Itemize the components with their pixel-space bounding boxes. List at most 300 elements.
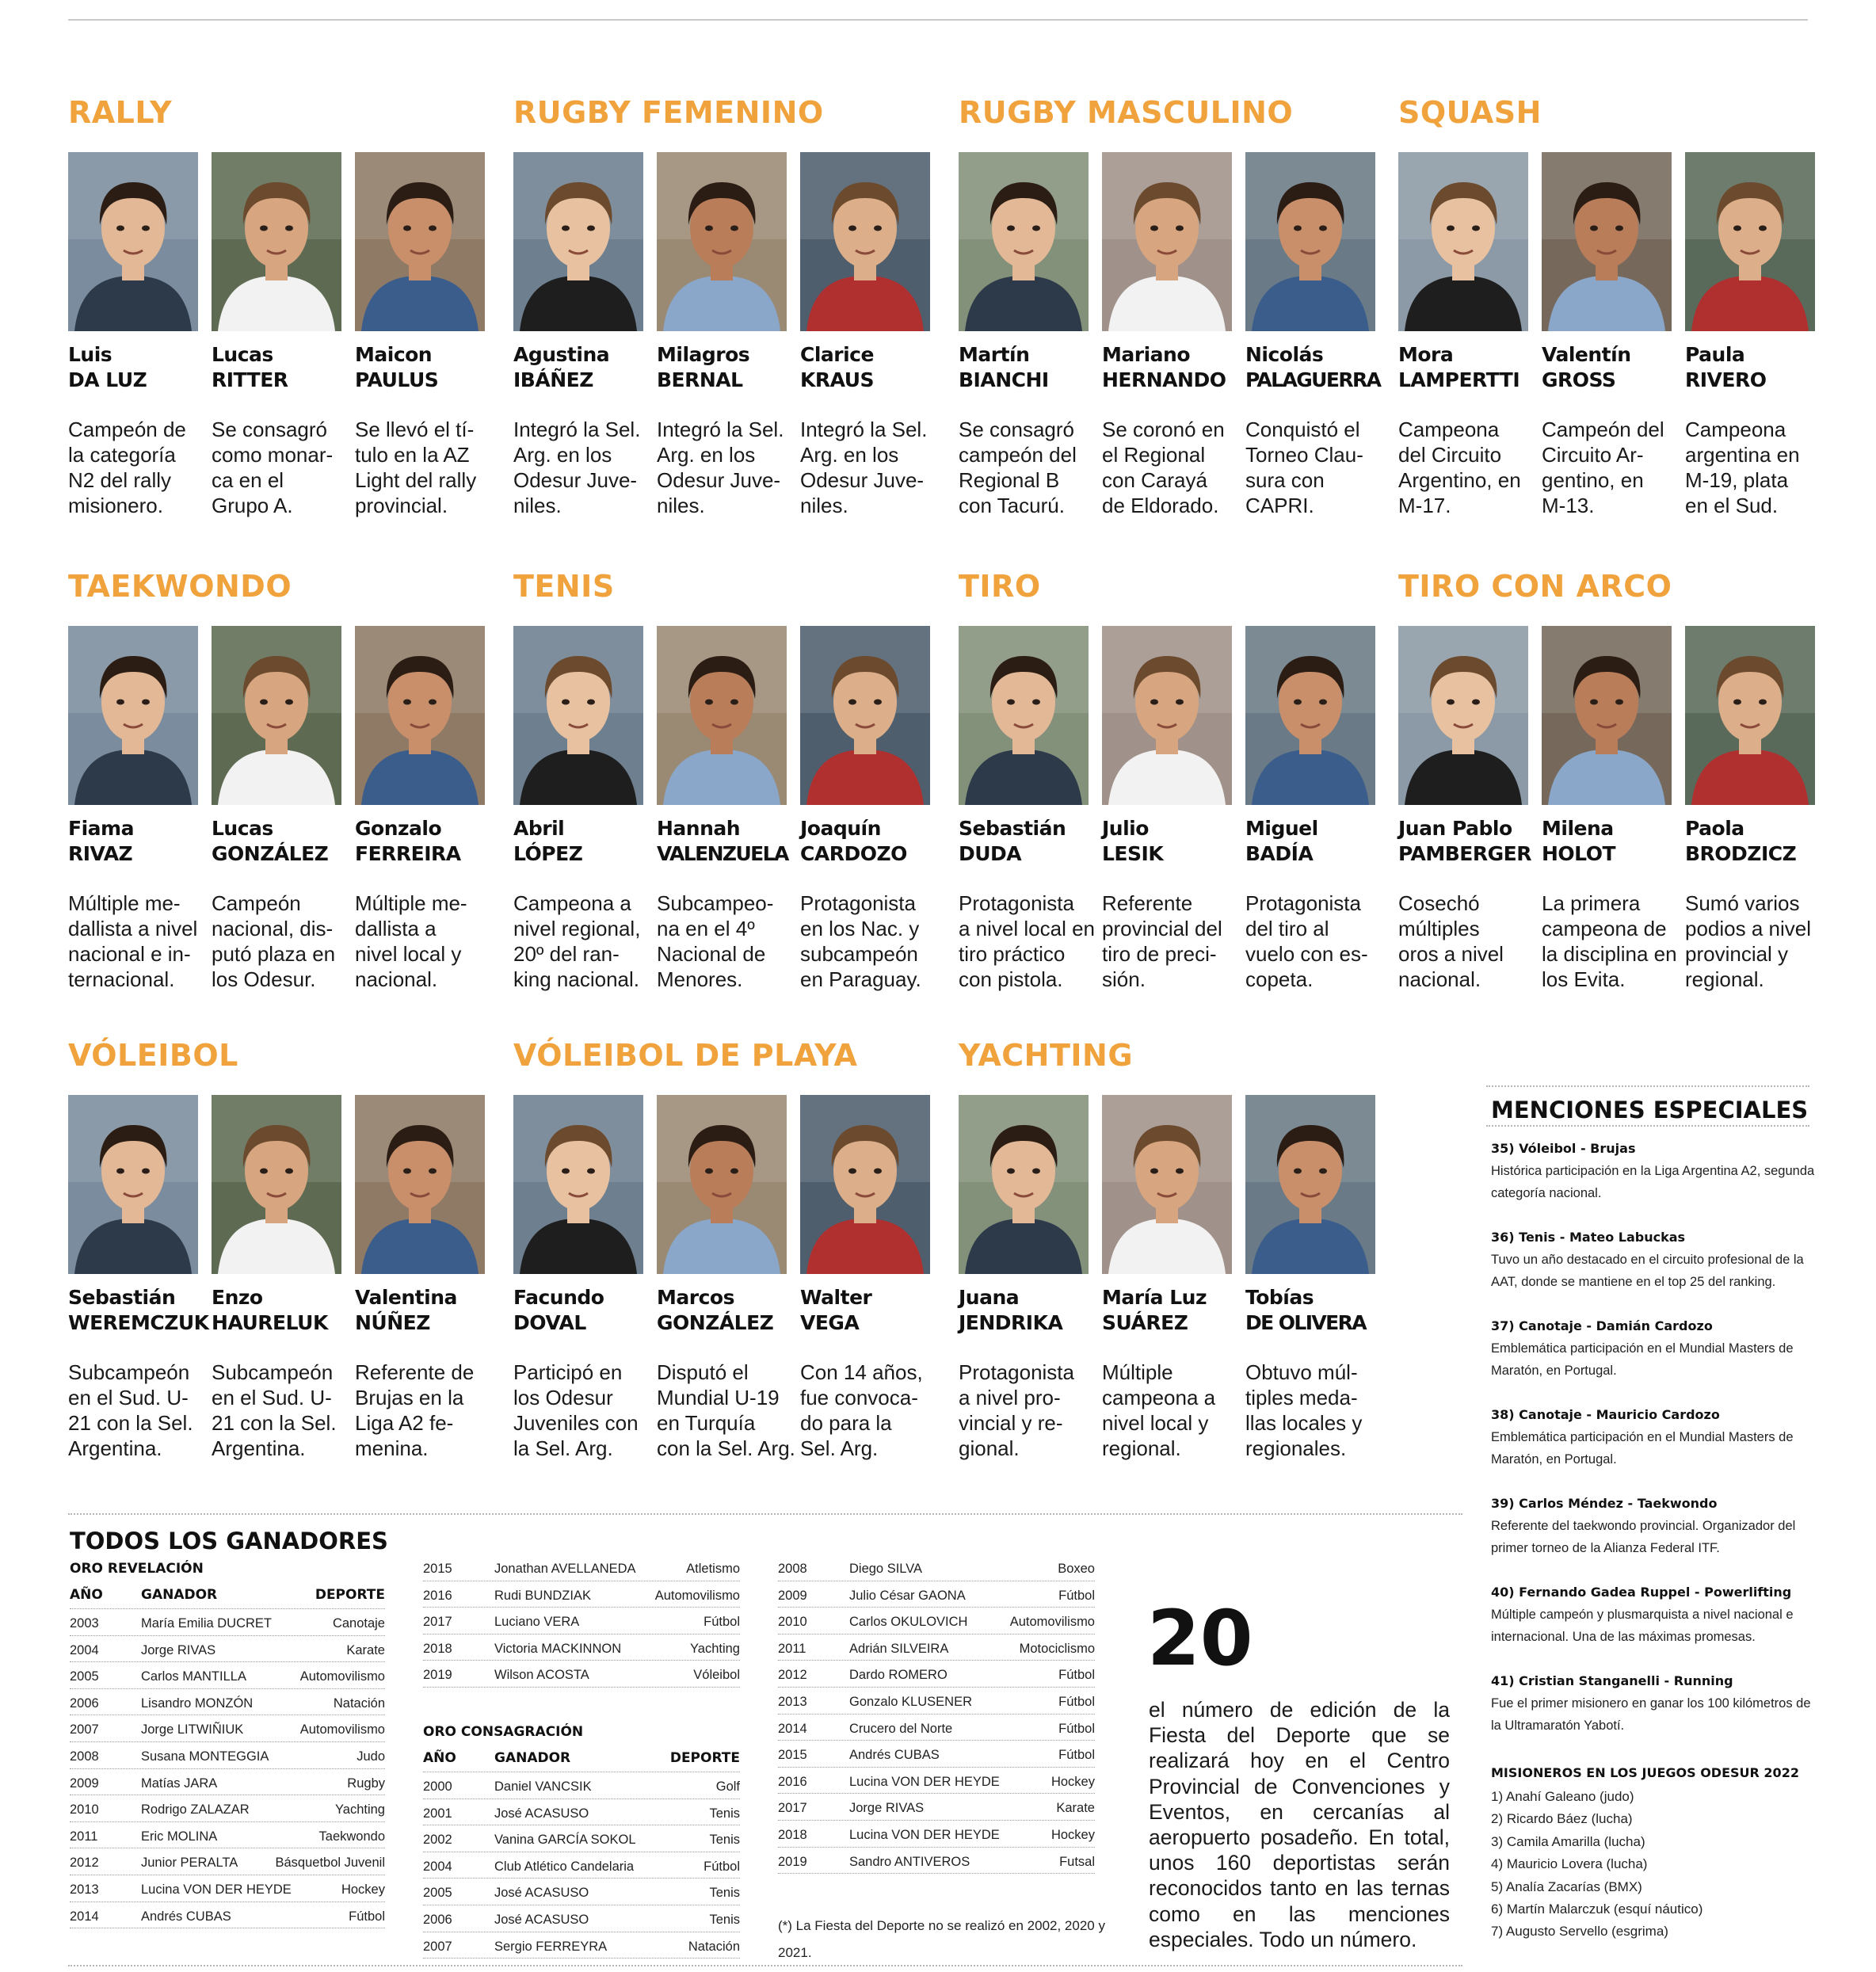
athlete-portrait <box>800 152 930 331</box>
misioneros-title: MISIONEROS EN LOS JUEGOS ODESUR 2022 <box>1491 1765 1799 1780</box>
athlete-last-name: LAMPERTTI <box>1398 368 1520 391</box>
athlete-card <box>1245 626 1375 992</box>
athlete-last-name: KRAUS <box>800 368 875 391</box>
mencion-title: 38) Canotaje - Mauricio Cardozo <box>1491 1407 1720 1422</box>
athlete-description: Conquistó el Torneo Clau- sura con CAPRI. <box>1245 418 1363 517</box>
winner-sport: Karate <box>1056 1801 1095 1816</box>
athlete-description: Obtuvo múl- tiples meda- llas locales y regionales. <box>1245 1360 1363 1460</box>
winner-year: 2005 <box>423 1886 452 1901</box>
athlete-portrait <box>959 626 1089 805</box>
section-title-voleibol: VÓLEIBOL <box>68 1038 238 1073</box>
winner-year: 2007 <box>423 1939 452 1954</box>
winner-row <box>423 1879 740 1905</box>
winner-name: Lisandro MONZÓN <box>141 1695 254 1711</box>
winner-year: 2010 <box>778 1615 807 1630</box>
athlete-card <box>657 626 787 992</box>
athlete-description: Campeona a nivel regional, 20º del ran- king nacional. <box>513 891 641 991</box>
winner-year: 2018 <box>778 1827 807 1842</box>
winner-name: Julio César GAONA <box>849 1588 966 1603</box>
athlete-card <box>959 1095 1089 1461</box>
athlete-first-name: Sebastián <box>68 1286 176 1309</box>
athlete-photo <box>1398 626 1528 805</box>
athlete-card <box>355 626 485 992</box>
winner-name: Lucina VON DER HEYDE <box>849 1827 1000 1842</box>
athlete-portrait <box>68 626 198 805</box>
winner-year: 2019 <box>778 1854 807 1869</box>
mencion-title: 36) Tenis - Mateo Labuckas <box>1491 1230 1686 1245</box>
mencion-description: Referente del taekwondo provincial. Organizador del primer torneo de la Alianza Federal ITF. <box>1491 1519 1796 1555</box>
winner-row <box>70 1636 385 1663</box>
athlete-portrait <box>1102 626 1232 805</box>
mencion-title: 40) Fernando Gadea Ruppel - Powerlifting <box>1491 1585 1792 1600</box>
winners-header-cell: AÑO <box>70 1587 103 1603</box>
misionero-item: 6) Martín Malarczuk (esquí náutico) <box>1491 1901 1703 1917</box>
athlete-first-name: Martín <box>959 343 1030 366</box>
athlete-last-name: RITTER <box>212 368 288 391</box>
winner-sport: Futsal <box>1059 1854 1095 1869</box>
winner-row <box>70 1848 385 1875</box>
mencion-item <box>1491 1315 1816 1382</box>
athlete-card <box>1245 1095 1375 1461</box>
section-title-yachting: YACHTING <box>959 1038 1134 1073</box>
top-rule <box>68 19 1808 21</box>
athlete-first-name: Mariano <box>1102 343 1190 366</box>
athlete-photo <box>212 1095 341 1274</box>
athlete-last-name: DA LUZ <box>68 368 147 391</box>
athlete-portrait <box>68 1095 198 1274</box>
winner-row <box>778 1794 1095 1821</box>
winner-name: Jorge RIVAS <box>849 1801 925 1816</box>
athlete-first-name: Valentín <box>1542 343 1631 366</box>
athlete-first-name: Tobías <box>1245 1286 1314 1309</box>
athlete-last-name: HERNANDO <box>1102 368 1226 391</box>
athlete-portrait <box>355 626 485 805</box>
winner-row <box>423 1661 740 1688</box>
winner-sport: Rugby <box>347 1776 385 1791</box>
athlete-description: Subcampeón en el Sud. U- 21 con la Sel. Argentina. <box>68 1360 193 1460</box>
athlete-portrait <box>1398 152 1528 331</box>
footnote: (*) La Fiesta del Deporte no se realizó en 2002, 2020 y 2021. <box>778 1918 1105 1960</box>
winner-name: Carlos OKULOVICH <box>849 1615 968 1630</box>
mencion-item <box>1491 1581 1816 1648</box>
mencion-item <box>1491 1404 1816 1470</box>
winner-row <box>423 1581 740 1608</box>
section-title-rugby-masculino: RUGBY MASCULINO <box>959 95 1294 130</box>
misionero-item: 5) Analía Zacarías (BMX) <box>1491 1879 1642 1894</box>
athlete-card <box>68 1095 209 1461</box>
athlete-card <box>212 1095 341 1461</box>
athlete-photo <box>1102 152 1232 331</box>
winners-table-consagracion-cont <box>778 1554 1095 1874</box>
athlete-first-name: Abril <box>513 817 565 840</box>
athlete-card <box>1685 626 1815 992</box>
winner-year: 2012 <box>778 1668 807 1683</box>
athlete-first-name: Clarice <box>800 343 874 366</box>
winner-year: 2007 <box>70 1722 99 1737</box>
athlete-description: Se coronó en el Regional con Carayá de Eldorado. <box>1102 418 1225 517</box>
athlete-portrait <box>68 152 198 331</box>
athlete-photo <box>1245 1095 1375 1274</box>
winner-sport: Natación <box>333 1695 385 1711</box>
winner-name: Dardo ROMERO <box>849 1668 948 1683</box>
winner-name: Sergio FERREYRA <box>494 1939 608 1954</box>
winner-row <box>778 1741 1095 1768</box>
athlete-photo <box>1542 152 1672 331</box>
winners-rule <box>68 1513 1462 1515</box>
athlete-portrait <box>1245 626 1375 805</box>
winner-name: José ACASUSO <box>494 1912 589 1927</box>
winner-sport: Karate <box>346 1642 385 1657</box>
winner-year: 2017 <box>423 1615 452 1630</box>
section-title-voleibol-de-playa: VÓLEIBOL DE PLAYA <box>513 1038 858 1073</box>
athlete-portrait <box>513 626 643 805</box>
athlete-portrait <box>657 152 787 331</box>
winner-sport: Hockey <box>1050 1827 1095 1842</box>
athlete-photo <box>800 626 930 805</box>
bottom-rule <box>68 1965 1462 1966</box>
section-title-squash: SQUASH <box>1398 95 1542 130</box>
athlete-last-name: BRODZICZ <box>1685 842 1797 865</box>
athlete-first-name: Lucas <box>212 343 273 366</box>
athlete-photo <box>513 626 643 805</box>
athlete-first-name: Miguel <box>1245 817 1318 840</box>
athlete-photo <box>1542 626 1672 805</box>
athlete-first-name: Lucas <box>212 817 273 840</box>
winner-row <box>70 1795 385 1822</box>
athlete-first-name: Nicolás <box>1245 343 1324 366</box>
athlete-photo <box>1398 152 1528 331</box>
mencion-item <box>1491 1226 1816 1293</box>
athlete-last-name: PAULUS <box>355 368 439 391</box>
athlete-first-name: Valentina <box>355 1286 457 1309</box>
winner-year: 2009 <box>70 1776 99 1791</box>
athlete-first-name: Enzo <box>212 1286 263 1309</box>
athlete-description: La primera campeona de la disciplina en los Evita. <box>1542 891 1677 991</box>
winner-name: Jonathan AVELLANEDA <box>494 1562 636 1576</box>
winner-sport: Fútbol <box>704 1615 740 1630</box>
athlete-first-name: María Luz <box>1102 1286 1207 1309</box>
winner-name: Rodrigo ZALAZAR <box>141 1802 250 1818</box>
winners-table-consagracion <box>423 1745 740 1959</box>
winner-year: 2005 <box>70 1669 99 1684</box>
athlete-photo <box>1102 626 1232 805</box>
athlete-card <box>1102 152 1232 518</box>
winner-name: Crucero del Norte <box>849 1721 953 1736</box>
winner-year: 2002 <box>423 1833 452 1848</box>
winner-sport: Motociclismo <box>1019 1641 1095 1656</box>
section-title-tenis: TENIS <box>513 569 615 604</box>
winner-name: Diego SILVA <box>849 1562 923 1576</box>
athlete-card <box>513 1095 643 1461</box>
athlete-photo <box>657 152 787 331</box>
athlete-description: Subcampeón en el Sud. U- 21 con la Sel. Argentina. <box>212 1360 337 1460</box>
winner-year: 2010 <box>70 1802 99 1818</box>
winner-name: Susana MONTEGGIA <box>141 1749 269 1764</box>
winner-row <box>70 1662 385 1689</box>
athlete-description: Referente de Brujas en la Liga A2 fe- menina. <box>355 1360 475 1460</box>
athlete-last-name: NÚÑEZ <box>355 1311 430 1334</box>
winner-sport: Fútbol <box>1058 1668 1095 1683</box>
athlete-portrait <box>355 1095 485 1274</box>
athlete-photo <box>68 1095 198 1274</box>
winner-sport: Taekwondo <box>318 1829 385 1844</box>
athlete-photo <box>355 152 485 331</box>
winner-row <box>423 1634 740 1661</box>
athlete-photo <box>959 152 1089 331</box>
section-title-rally: RALLY <box>68 95 173 130</box>
winner-sport: Tenis <box>709 1912 740 1927</box>
athlete-portrait <box>1245 152 1375 331</box>
winner-sport: Natación <box>688 1939 740 1954</box>
athlete-card <box>800 152 930 518</box>
athlete-card <box>1102 1095 1232 1461</box>
winner-year: 2019 <box>423 1668 452 1683</box>
winner-row <box>70 1875 385 1902</box>
winner-sport: Básquetbol Juvenil <box>275 1856 385 1871</box>
winner-sport: Yachting <box>690 1641 740 1656</box>
winner-name: Junior PERALTA <box>141 1856 238 1871</box>
winner-row <box>423 1852 740 1879</box>
athlete-photo <box>513 1095 643 1274</box>
athlete-photo <box>1685 152 1815 331</box>
athlete-card <box>68 152 198 518</box>
athlete-description: Múltiple campeona a nivel local y regional. <box>1102 1360 1216 1460</box>
athlete-photo <box>800 1095 930 1274</box>
winner-name: Andrés CUBAS <box>141 1909 231 1924</box>
winner-sport: Golf <box>715 1779 740 1794</box>
athlete-portrait <box>959 1095 1089 1274</box>
athlete-card <box>513 152 643 518</box>
athlete-photo <box>959 626 1089 805</box>
revelacion-title: ORO REVELACIÓN <box>70 1561 204 1577</box>
athlete-description: Campeona argentina en M-19, plata en el Sud. <box>1685 418 1800 517</box>
mencion-description: Emblemática participación en el Mundial Masters de Maratón, en Portugal. <box>1491 1430 1794 1467</box>
consagracion-title: ORO CONSAGRACIÓN <box>423 1724 584 1740</box>
section-title-tiro: TIRO <box>959 569 1041 604</box>
athlete-portrait <box>1542 152 1672 331</box>
winner-row <box>70 1715 385 1742</box>
mencion-item <box>1491 1670 1816 1737</box>
athlete-photo <box>212 626 341 805</box>
athlete-photo <box>657 626 787 805</box>
winner-sport: Fútbol <box>349 1909 385 1924</box>
winner-name: Club Atlético Candelaria <box>494 1859 635 1874</box>
winner-name: Rudi BUNDZIAK <box>494 1588 591 1603</box>
athlete-first-name: Paula <box>1685 343 1745 366</box>
athlete-card <box>800 1095 930 1461</box>
winners-header <box>423 1745 740 1772</box>
athlete-description: Protagonista en los Nac. y subcampeón en Paraguay. <box>800 891 921 991</box>
athlete-description: Protagonista a nivel pro- vincial y re- gional. <box>959 1360 1074 1460</box>
athlete-card <box>355 152 485 518</box>
winner-name: José ACASUSO <box>494 1886 589 1901</box>
athlete-last-name: SUÁREZ <box>1102 1311 1188 1334</box>
mencion-item <box>1491 1138 1816 1204</box>
mencion-title: 35) Vóleibol - Brujas <box>1491 1141 1636 1156</box>
athlete-last-name: LÓPEZ <box>513 842 583 865</box>
winner-year: 2004 <box>423 1859 452 1874</box>
athlete-last-name: RIVAZ <box>68 842 133 865</box>
athlete-photo <box>212 152 341 331</box>
athlete-photo <box>68 152 198 331</box>
athlete-description: Referente provincial del tiro de preci- sión. <box>1102 891 1222 991</box>
athlete-photo <box>513 152 643 331</box>
athlete-photo <box>355 626 485 805</box>
misionero-item: 7) Augusto Servello (esgrima) <box>1491 1924 1668 1940</box>
winner-name: Wilson ACOSTA <box>494 1668 589 1683</box>
athlete-description: Campeón del Circuito Ar- gentino, en M-13. <box>1542 418 1664 517</box>
winner-row <box>423 1825 740 1852</box>
athlete-photo <box>657 1095 787 1274</box>
athlete-last-name: PALAGUERRA <box>1245 368 1381 391</box>
athlete-portrait <box>800 1095 930 1274</box>
athlete-portrait <box>959 152 1089 331</box>
winner-year: 2006 <box>423 1912 452 1927</box>
mencion-title: 39) Carlos Méndez - Taekwondo <box>1491 1496 1718 1511</box>
winner-sport: Tenis <box>709 1806 740 1821</box>
winners-header-cell: AÑO <box>423 1750 456 1766</box>
athlete-first-name: Hannah <box>657 817 741 840</box>
winner-year: 2017 <box>778 1801 807 1816</box>
athlete-description: Protagonista a nivel local en tiro práctico con pistola. <box>959 891 1095 991</box>
athlete-portrait <box>1685 626 1815 805</box>
winners-header-cell: DEPORTE <box>315 1587 385 1603</box>
winner-year: 2011 <box>70 1829 98 1844</box>
winner-sport: Judo <box>357 1749 385 1764</box>
winners-header-cell: DEPORTE <box>669 1750 740 1766</box>
winner-row <box>70 1769 385 1796</box>
winner-row <box>423 1799 740 1826</box>
mencion-title: 37) Canotaje - Damián Cardozo <box>1491 1318 1713 1333</box>
winner-year: 2013 <box>70 1882 99 1897</box>
winner-name: Gonzalo KLUSENER <box>849 1694 972 1709</box>
athlete-first-name: Milagros <box>657 343 750 366</box>
athlete-description: Participó en los Odesur Juveniles con la Sel. Arg. <box>513 1360 639 1460</box>
athlete-card <box>800 626 930 992</box>
athlete-last-name: RIVERO <box>1685 368 1767 391</box>
athlete-last-name: GONZÁLEZ <box>212 842 329 865</box>
winner-name: Jorge RIVAS <box>141 1642 216 1657</box>
athlete-first-name: Juana <box>959 1286 1020 1309</box>
athlete-card <box>68 626 198 992</box>
athlete-card <box>513 626 643 992</box>
winner-row <box>423 1772 740 1799</box>
winner-sport: Fútbol <box>1058 1694 1095 1709</box>
athlete-description: Campeón nacional, dis- putó plaza en los Odesur. <box>212 891 336 991</box>
winner-sport: Canotaje <box>332 1616 385 1631</box>
winner-sport: Automovilismo <box>654 1588 740 1603</box>
mencion-description: Fue el primer misionero en ganar los 100 kilómetros de la Ultramaratón Yabotí. <box>1491 1696 1811 1733</box>
winner-row <box>70 1822 385 1849</box>
athlete-last-name: DOVAL <box>513 1311 586 1334</box>
winner-row <box>423 1932 740 1959</box>
athlete-card <box>1398 626 1531 992</box>
winner-row <box>70 1609 385 1636</box>
athlete-portrait <box>1245 1095 1375 1274</box>
winner-sport: Vóleibol <box>693 1668 740 1683</box>
winner-year: 2009 <box>778 1588 807 1603</box>
athlete-first-name: Joaquín <box>800 817 881 840</box>
winners-header-cell: GANADOR <box>494 1750 571 1766</box>
athlete-first-name: Facundo <box>513 1286 604 1309</box>
athlete-first-name: Mora <box>1398 343 1454 366</box>
winner-row <box>778 1554 1095 1581</box>
winner-row <box>778 1715 1095 1741</box>
athlete-last-name: PAMBERGER <box>1398 842 1531 865</box>
athlete-description: Subcampeo- na en el 4º Nacional de Menores. <box>657 891 774 991</box>
athlete-first-name: Luis <box>68 343 112 366</box>
winner-name: Andrés CUBAS <box>849 1748 940 1763</box>
athlete-first-name: Maicon <box>355 343 433 366</box>
winner-sport: Automovilismo <box>1009 1615 1095 1630</box>
stat-text: el número de edición de la Fiesta del Deporte que se realizará hoy en el Centro Provincial de Convenciones y Eventos, en cercanías al aeropuerto posadeño. En total, unos 160 deportistas serán reconocidos tanto en las ternas como en las menciones especiales. Todo un número. <box>1149 1698 1450 1951</box>
menciones-rule <box>1486 1085 1809 1087</box>
athlete-last-name: JENDRIKA <box>959 1311 1063 1334</box>
winner-name: Vanina GARCÍA SOKOL <box>494 1833 636 1848</box>
athlete-description: Sumó varios podios a nivel provincial y regional. <box>1685 891 1811 991</box>
section-title-tiro-con-arco: TIRO CON ARCO <box>1398 569 1672 604</box>
winner-year: 2004 <box>70 1642 99 1657</box>
winner-sport: Hockey <box>1050 1774 1095 1789</box>
athlete-card <box>1102 626 1232 992</box>
mencion-title: 41) Cristian Stanganelli - Running <box>1491 1673 1733 1688</box>
winner-year: 2008 <box>778 1562 807 1576</box>
winner-name: Daniel VANCSIK <box>494 1779 592 1794</box>
winner-name: María Emilia DUCRET <box>141 1616 273 1631</box>
athlete-last-name: HOLOT <box>1542 842 1616 865</box>
winner-year: 2013 <box>778 1694 807 1709</box>
athlete-first-name: Marcos <box>657 1286 734 1309</box>
athlete-card <box>1685 152 1815 518</box>
winner-year: 2014 <box>778 1721 807 1736</box>
athlete-description: Con 14 años, fue convoca- do para la Sel. Arg. <box>800 1360 923 1460</box>
athlete-description: Múltiple me- dallista a nivel nacional e in- ternacional. <box>68 891 198 991</box>
winner-row <box>70 1902 385 1929</box>
athlete-first-name: Fiama <box>68 817 134 840</box>
athlete-description: Se llevó el tí- tulo en la AZ Light del rally provincial. <box>355 418 477 517</box>
athlete-photo <box>1245 626 1375 805</box>
winner-year: 2015 <box>778 1748 807 1763</box>
winner-name: Sandro ANTIVEROS <box>849 1854 970 1869</box>
winner-name: Lucina VON DER HEYDE <box>141 1882 292 1897</box>
winner-sport: Hockey <box>341 1882 385 1897</box>
athlete-card <box>1542 152 1672 518</box>
athlete-photo <box>1102 1095 1232 1274</box>
athlete-description: Disputó el Mundial U-19 en Turquía con la Sel. Arg. <box>657 1360 795 1460</box>
winner-row <box>423 1905 740 1932</box>
athlete-portrait <box>1398 626 1528 805</box>
athlete-description: Integró la Sel. Arg. en los Odesur Juve- niles. <box>513 418 641 517</box>
winner-row <box>70 1689 385 1716</box>
misionero-item: 1) Anahí Galeano (judo) <box>1491 1789 1634 1804</box>
athlete-last-name: IBÁÑEZ <box>513 368 593 391</box>
winner-sport: Automovilismo <box>299 1669 385 1684</box>
athlete-portrait <box>212 1095 341 1274</box>
athlete-portrait <box>1102 1095 1232 1274</box>
winner-row <box>423 1554 740 1581</box>
winner-row <box>778 1634 1095 1661</box>
athlete-description: Integró la Sel. Arg. en los Odesur Juve- niles. <box>657 418 784 517</box>
athlete-card <box>212 626 341 992</box>
athlete-card <box>959 626 1095 992</box>
athlete-last-name: GONZÁLEZ <box>657 1311 774 1334</box>
athlete-first-name: Julio <box>1102 817 1149 840</box>
athlete-card <box>212 152 341 518</box>
mencion-description: Emblemática participación en el Mundial Masters de Maratón, en Portugal. <box>1491 1341 1794 1378</box>
winner-year: 2014 <box>70 1909 99 1924</box>
winner-year: 2016 <box>423 1588 452 1603</box>
athlete-portrait <box>1102 152 1232 331</box>
